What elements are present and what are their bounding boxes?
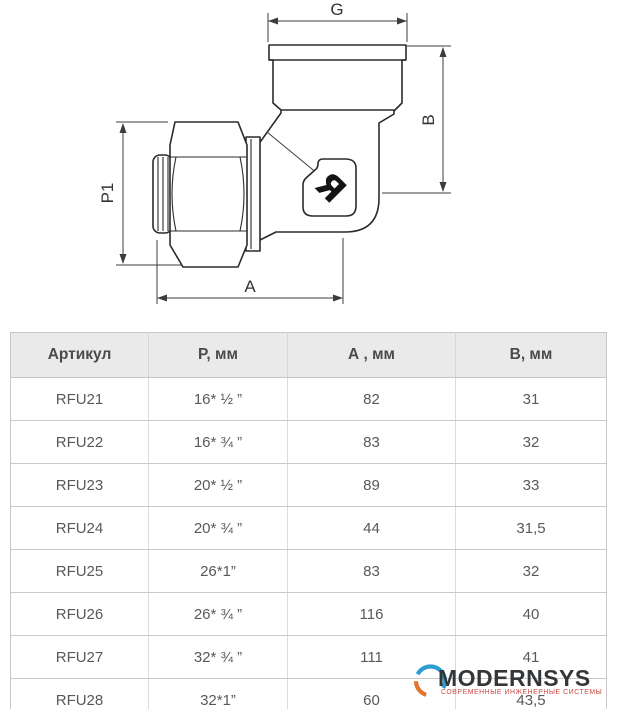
table-cell: 41	[456, 636, 607, 679]
table-cell: 89	[288, 464, 456, 507]
table-cell: 116	[288, 593, 456, 636]
brand-tagline: СОВРЕМЕННЫЕ ИНЖЕНЕРНЫЕ СИСТЕМЫ	[441, 688, 603, 696]
table-cell: 111	[288, 636, 456, 679]
table-cell: RFU26	[11, 593, 149, 636]
table-row	[11, 550, 607, 593]
spec-table-head-row	[11, 333, 607, 378]
table-cell: 83	[288, 550, 456, 593]
table-row	[11, 378, 607, 421]
table-cell: RFU22	[11, 421, 149, 464]
table-row	[11, 507, 607, 550]
fitting-technical-drawing	[0, 0, 617, 330]
table-cell: RFU27	[11, 636, 149, 679]
dim-a-arrow-left	[157, 295, 167, 302]
modernsys-watermark	[412, 661, 602, 701]
dim-label-p1: P1	[98, 182, 117, 204]
dim-label-g: G	[330, 0, 344, 19]
table-cell: 20* ½ ”	[149, 464, 288, 507]
table-cell: 31,5	[456, 507, 607, 550]
table-cell: 26* ¾ ”	[149, 593, 288, 636]
table-cell: RFU28	[11, 679, 149, 709]
table-cell: 16* ¾ ”	[149, 421, 288, 464]
table-cell: 83	[288, 421, 456, 464]
table-cell: RFU24	[11, 507, 149, 550]
dim-p1-arrow-bottom	[120, 254, 127, 264]
table-cell: RFU23	[11, 464, 149, 507]
spec-table-body	[11, 378, 607, 709]
brand-stamp-icon: Я	[306, 164, 354, 212]
table-row	[11, 464, 607, 507]
dim-p1-arrow-top	[120, 123, 127, 133]
table-row	[11, 593, 607, 636]
table-row	[11, 421, 607, 464]
union-nut	[170, 122, 247, 267]
dim-a-arrow-right	[333, 295, 343, 302]
table-cell: 33	[456, 464, 607, 507]
table-cell: RFU21	[11, 378, 149, 421]
table-cell: 26*1”	[149, 550, 288, 593]
table-cell: 32*1”	[149, 679, 288, 709]
table-cell: RFU25	[11, 550, 149, 593]
column-header: В, мм	[456, 333, 607, 378]
table-cell: 60	[288, 679, 456, 709]
table-cell: 32* ¾ ”	[149, 636, 288, 679]
dim-b-arrow-bottom	[440, 182, 447, 192]
column-header: P, мм	[149, 333, 288, 378]
table-cell: 44	[288, 507, 456, 550]
dim-label-a: A	[244, 277, 256, 296]
column-header: А , мм	[288, 333, 456, 378]
dim-b-arrow-top	[440, 47, 447, 57]
table-cell: 20* ¾ ”	[149, 507, 288, 550]
dim-label-b: B	[419, 114, 438, 126]
table-cell: 32	[456, 421, 607, 464]
column-header: Артикул	[11, 333, 149, 378]
union-washer	[246, 137, 260, 251]
table-cell: 82	[288, 378, 456, 421]
table-cell: 40	[456, 593, 607, 636]
dim-g-arrow-left	[268, 18, 278, 25]
table-cell: 31	[456, 378, 607, 421]
table-cell: 16* ½ ”	[149, 378, 288, 421]
table-cell: 43,5	[456, 679, 607, 709]
table-cell: 32	[456, 550, 607, 593]
spec-table	[10, 332, 607, 709]
brand-wordmark: MODERNSYS	[438, 664, 591, 691]
dim-g-arrow-right	[397, 18, 407, 25]
